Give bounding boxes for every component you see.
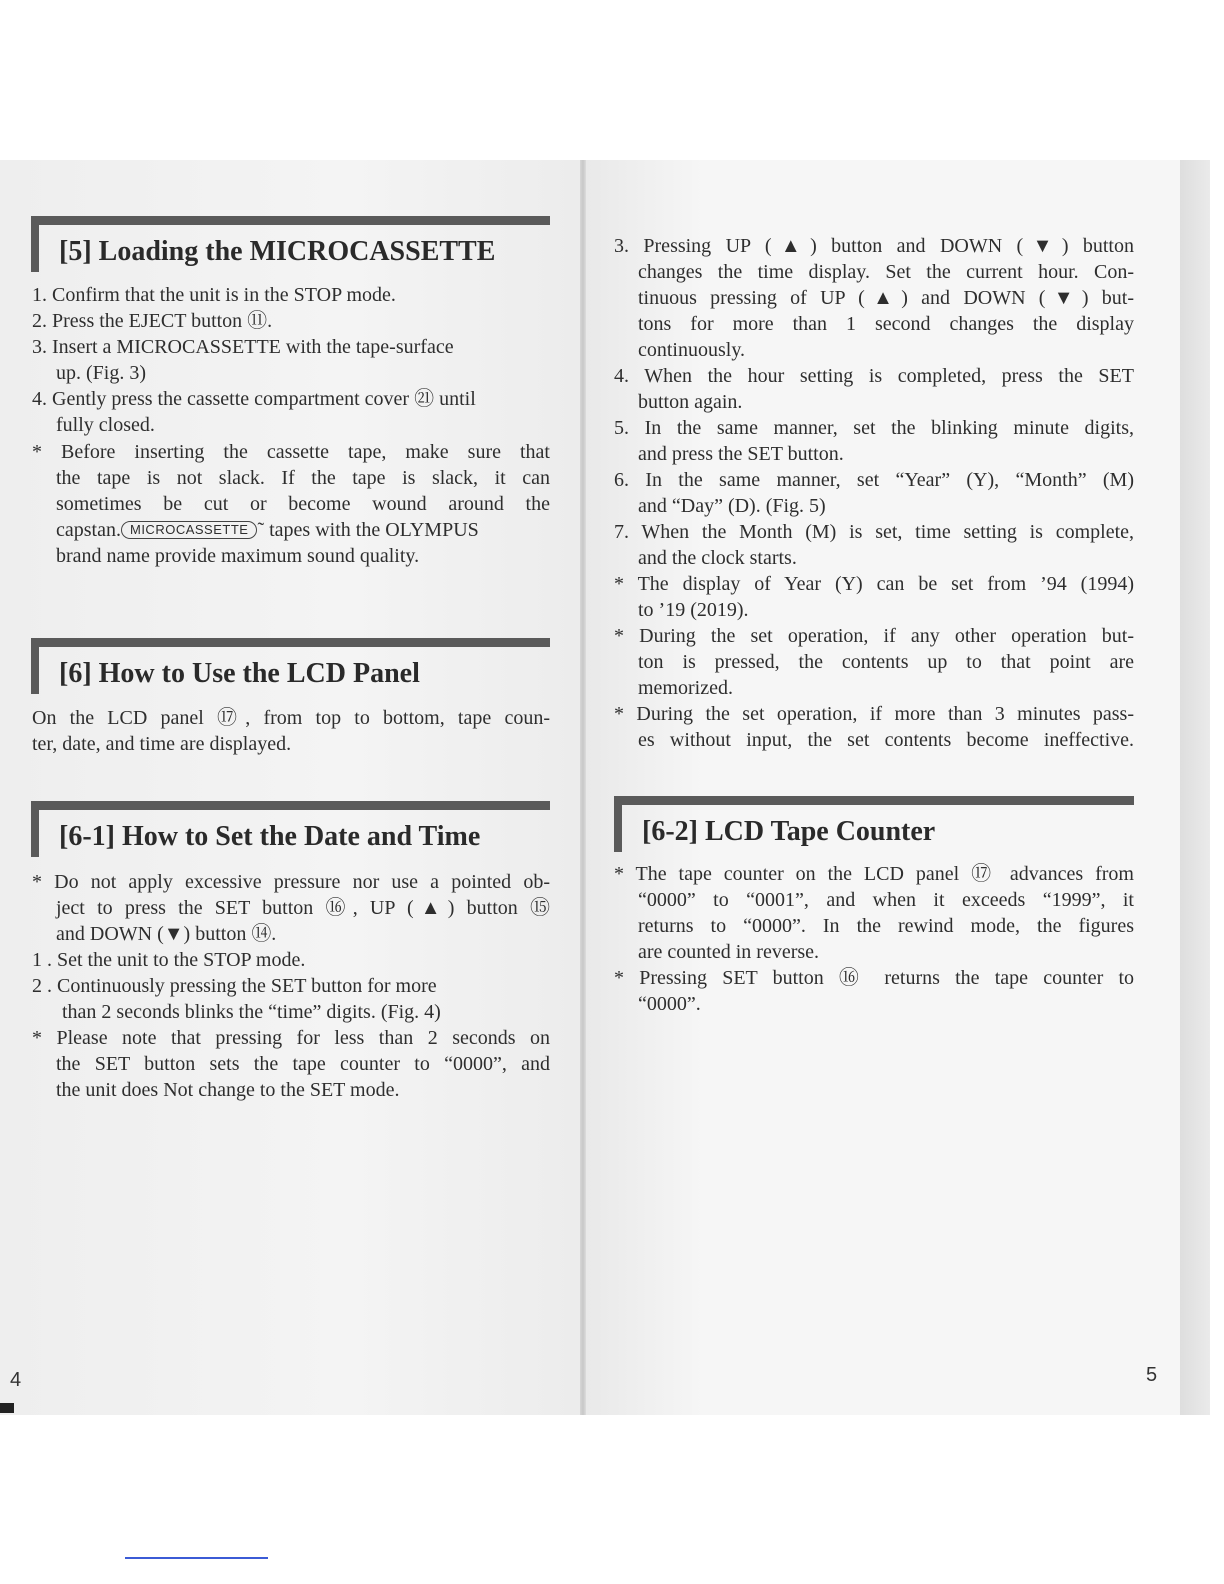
heading-bar: [31, 216, 550, 225]
step-line: 3. Pressing UP (▲) button and DOWN (▼) button: [614, 235, 1134, 257]
heading-bar: [614, 796, 1134, 805]
body-line: than 2 seconds blinks the “time” digits. (Fig. 4): [62, 1001, 441, 1023]
step-line: 7. When the Month (M) is set, time setting is complete,: [614, 521, 1134, 543]
body-line: ter, date, and time are displayed.: [32, 733, 292, 755]
body-line: are counted in reverse.: [638, 941, 820, 963]
step-line: 3. Insert a MICROCASSETTE with the tape-surface: [32, 336, 454, 358]
note-line: * During the set operation, if more than 3 minutes pass-: [614, 703, 1134, 725]
capstan-text: capstan.: [56, 519, 121, 541]
body-line: 1 . Set the unit to the STOP mode.: [32, 949, 306, 971]
section-6-1-body: [32, 869, 550, 1103]
heading-bar: [31, 801, 550, 810]
step-line: 1. Confirm that the unit is in the STOP mode.: [32, 284, 396, 306]
body-line: * Pressing SET button ⑯ returns the tape counter to: [614, 967, 1134, 989]
body-line: “0000” to “0001”, and when it exceeds “1999”, it: [638, 889, 1134, 911]
step-line: continuously.: [638, 339, 746, 361]
step-line: 2. Press the EJECT button ⑪.: [32, 310, 273, 332]
section-6-2-heading: [614, 796, 1134, 852]
note-line: * During the set operation, if any other operation but-: [614, 625, 1134, 647]
step-line: tinuous pressing of UP (▲) and DOWN (▼) but-: [638, 287, 1134, 309]
scan-blue-line: [125, 1557, 268, 1559]
section-6-body: [32, 705, 550, 757]
step-line: fully closed.: [56, 414, 155, 436]
body-line: the unit does Not change to the SET mode.: [56, 1079, 400, 1101]
page-number-right: 5: [1146, 1364, 1158, 1386]
body-line: and DOWN (▼) button ⑭.: [56, 923, 277, 945]
note-line: sometimes be cut or become wound around the: [56, 493, 550, 515]
heading-stem: [31, 216, 39, 272]
note-line-logo: capstan. MICROCASSETTE ˜ tapes with the OLYMPUS: [56, 519, 479, 541]
section-6-title: [6] How to Use the LCD Panel: [59, 658, 420, 689]
body-line: * The tape counter on the LCD panel ⑰ advances from: [614, 863, 1134, 885]
note-line: ton is pressed, the contents up to that point are: [638, 651, 1134, 673]
section-5-note: [32, 439, 550, 569]
note-line: brand name provide maximum sound quality.: [56, 545, 420, 567]
section-6-2-title: [6-2] LCD Tape Counter: [642, 816, 936, 847]
note-line: memorized.: [638, 677, 733, 699]
page-number-left: 4: [10, 1369, 22, 1391]
step-line: button again.: [638, 391, 743, 413]
heading-bar: [31, 638, 550, 647]
step-line: and press the SET button.: [638, 443, 844, 465]
section-5-heading: [31, 216, 550, 272]
step-line: changes the time display. Set the current hour. Con-: [638, 261, 1134, 283]
note-line: * Before inserting the cassette tape, make sure that: [32, 441, 550, 463]
step-line: 4. Gently press the cassette compartment cover ㉑ until: [32, 388, 476, 410]
scan-corner-mark: [0, 1403, 14, 1413]
note-line: the tape is not slack. If the tape is slack, it can: [56, 467, 550, 489]
heading-stem: [614, 796, 622, 852]
step-line: 5. In the same manner, set the blinking minute digits,: [614, 417, 1134, 439]
body-line: ject to press the SET button ⑯, UP (▲) button ⑮: [56, 897, 550, 919]
section-6-1-title: [6-1] How to Set the Date and Time: [59, 821, 481, 852]
body-line: the SET button sets the tape counter to “0000”, and: [56, 1053, 550, 1075]
section-5-title: [5] Loading the MICROCASSETTE: [59, 236, 496, 267]
step-line: and “Day” (D). (Fig. 5): [638, 495, 826, 517]
heading-stem: [31, 638, 39, 694]
heading-stem: [31, 801, 39, 857]
body-line: On the LCD panel ⑰, from top to bottom, tape coun-: [32, 707, 550, 729]
microcassette-logo: MICROCASSETTE: [121, 521, 257, 539]
step-line: and the clock starts.: [638, 547, 797, 569]
note-line: * The display of Year (Y) can be set from ’94 (1994): [614, 573, 1134, 595]
step-line: up. (Fig. 3): [56, 362, 146, 384]
body-line: “0000”.: [638, 993, 701, 1015]
section-5-steps: [32, 282, 550, 438]
step-line: 4. When the hour setting is completed, press the SET: [614, 365, 1134, 387]
right-steps: [614, 233, 1134, 753]
section-6-1-heading: [31, 801, 550, 857]
page-edge: [1180, 160, 1210, 1415]
body-line: returns to “0000”. In the rewind mode, the figures: [638, 915, 1134, 937]
section-6-heading: [31, 638, 550, 694]
note-line: es without input, the set contents become ineffective.: [638, 729, 1134, 751]
body-line: 2 . Continuously pressing the SET button for more: [32, 975, 437, 997]
body-line: * Please note that pressing for less than 2 seconds on: [32, 1027, 550, 1049]
step-line: 6. In the same manner, set “Year” (Y), “Month” (M): [614, 469, 1134, 491]
body-line: * Do not apply excessive pressure nor use a pointed ob-: [32, 871, 550, 893]
step-line: tons for more than 1 second changes the display: [638, 313, 1134, 335]
section-6-2-body: [614, 861, 1134, 1017]
tapes-text: tapes with the OLYMPUS: [269, 519, 479, 541]
note-line: to ’19 (2019).: [638, 599, 749, 621]
